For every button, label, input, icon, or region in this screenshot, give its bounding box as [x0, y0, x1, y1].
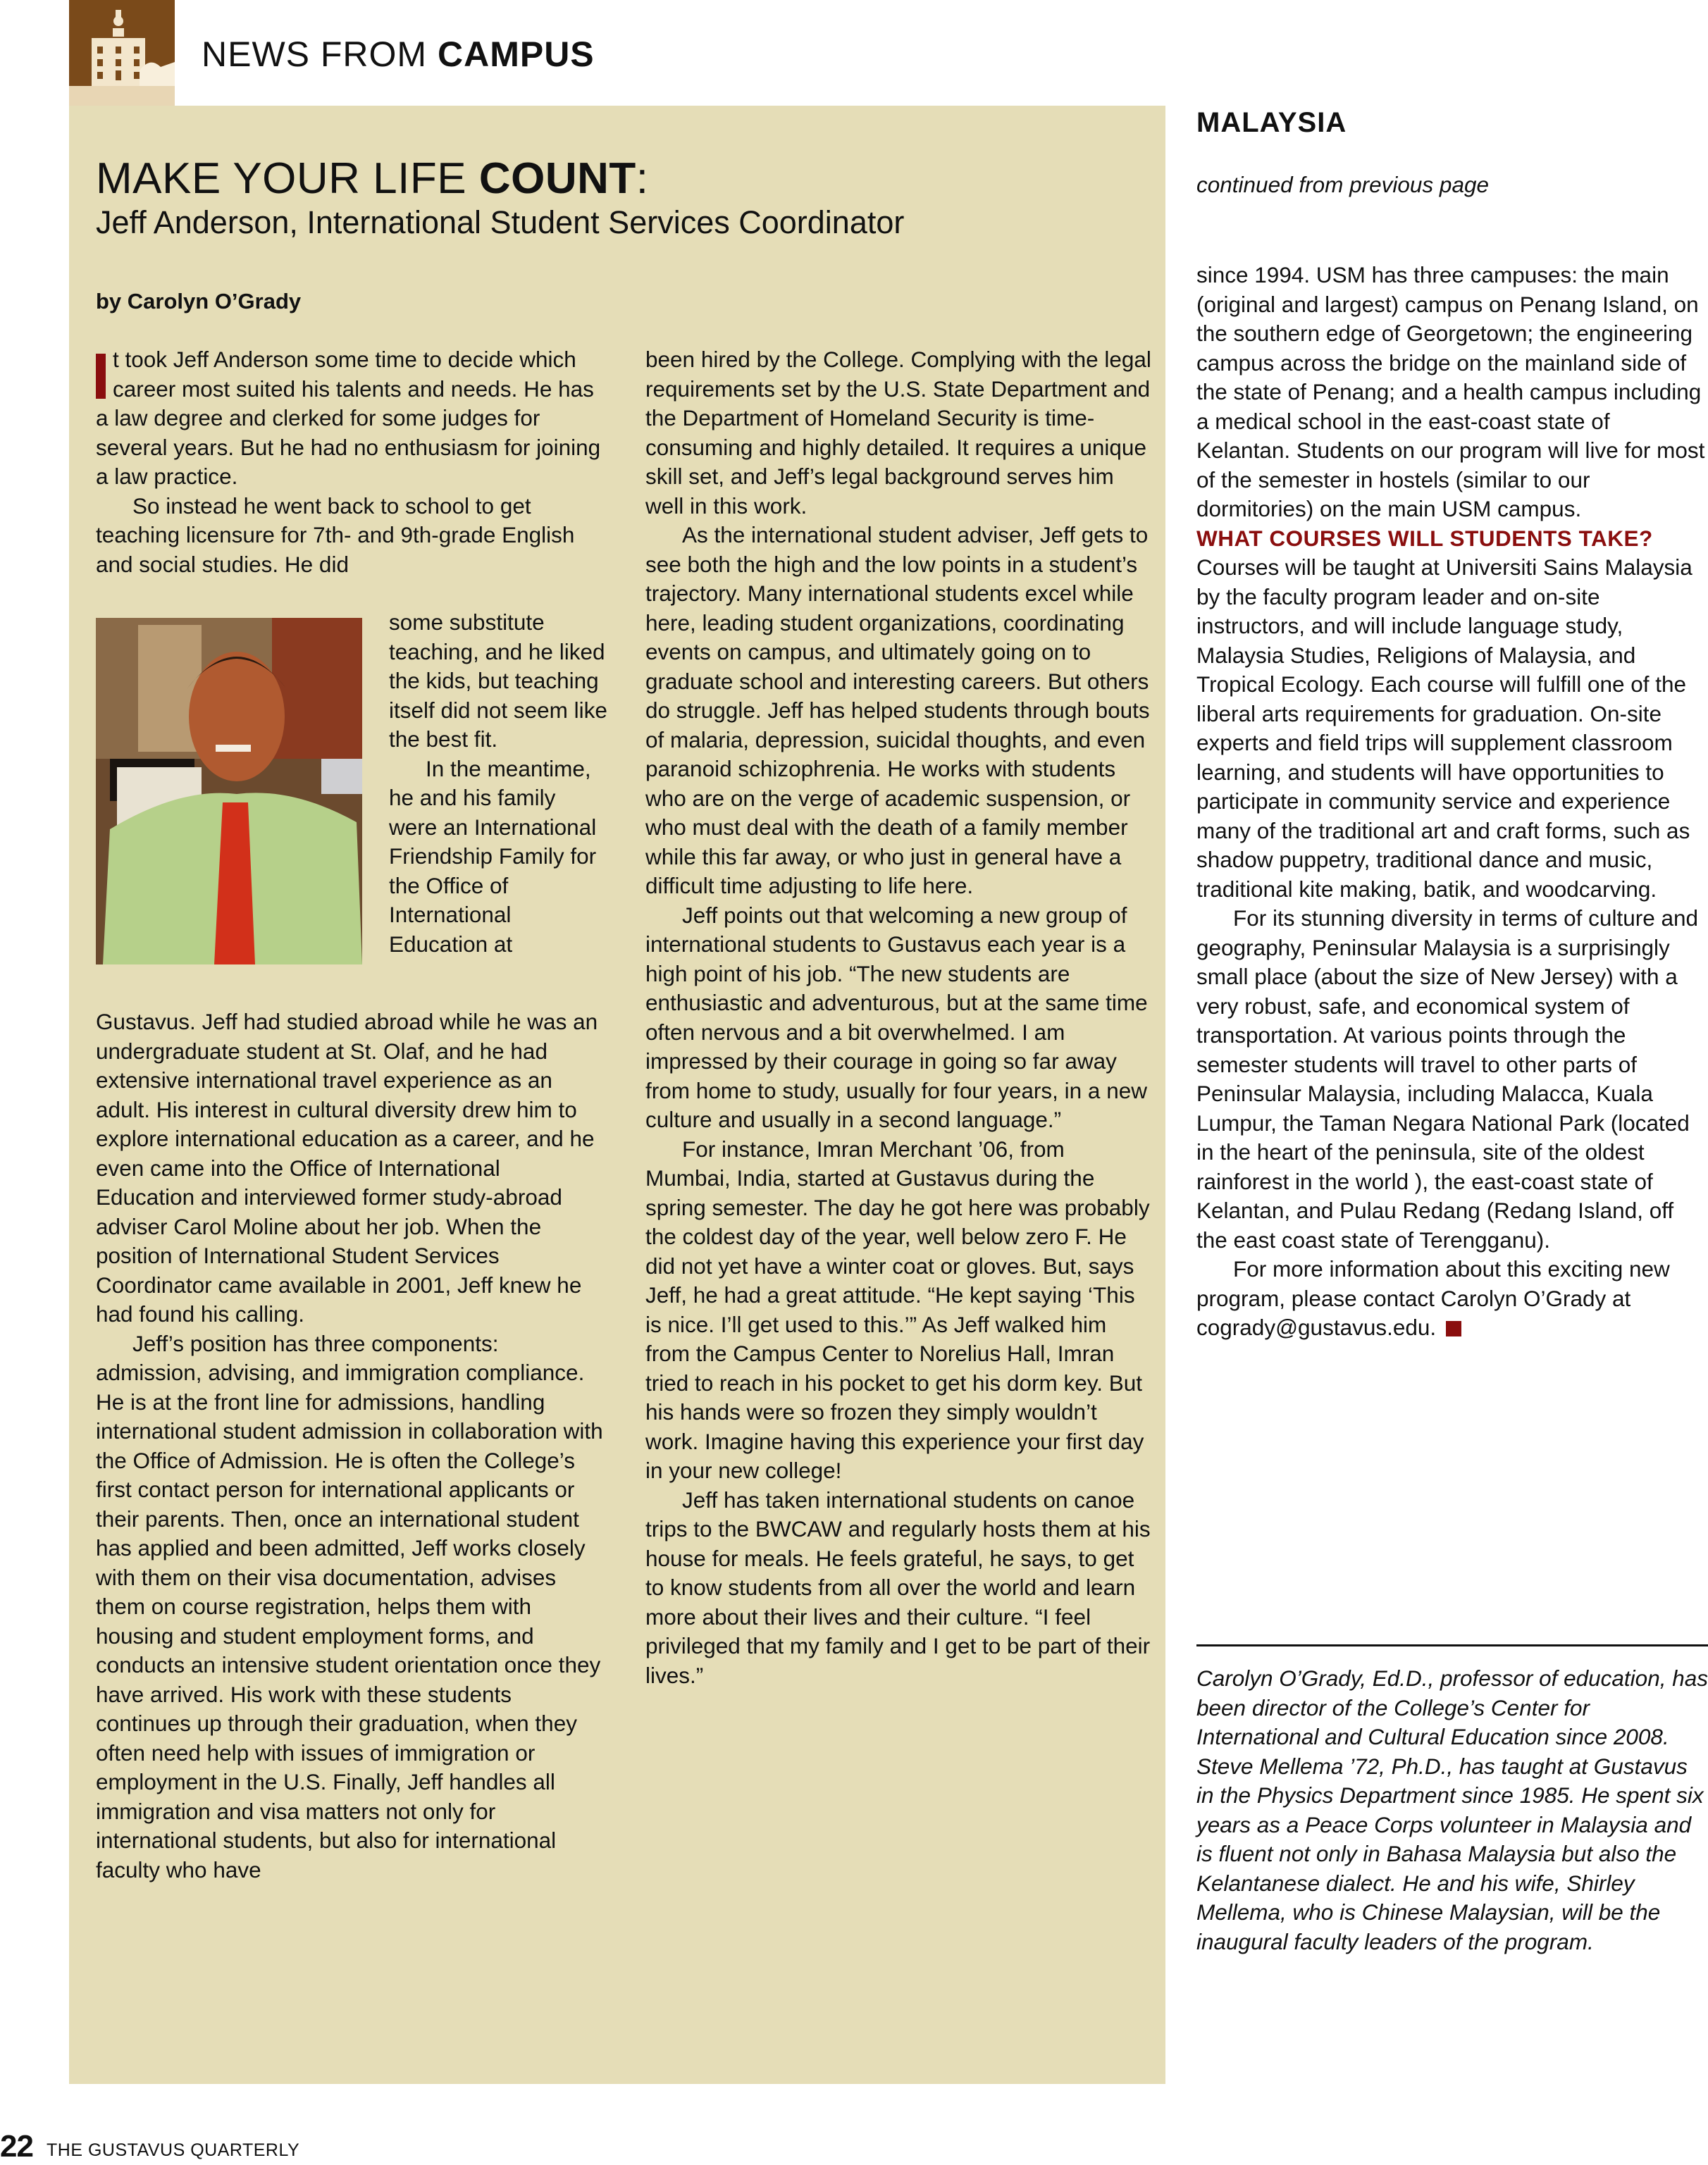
paragraph: For instance, Imran Merchant ’06, from Mumbai, India, started at Gustavus during the spring semester. The day he got here was probably the coldest day of the year, well below zero F. He did not yet have a winter coat or gloves. But, says Jeff, he had a great attitude. “He kept saying ‘This is nice. I’ll get used to this.’” As Jeff walked him from the Campus Center to Norelius Hall, Imran tried to reach in his pocket to get his dorm key. But his hands were so frozen they simply wouldn’t work. Imagine having this experience your first day in your new college!	[645, 1136, 1150, 1483]
paragraph: since 1994. USM has three campuses: the main (original and largest) campus on Penang Island, on the southern edge of Georgetown; the engineering campus across the bridge on the mainland side of the state of Penang; and a health campus including a medical school in the east-coast state of Kelantan. Students on our program will live for most of the semester in hostels (similar to our dormitories) on the main USM campus.	[1196, 262, 1705, 521]
end-of-article-square-icon	[1446, 1321, 1461, 1336]
dropcap-bar	[96, 354, 106, 399]
bio-divider	[1196, 1644, 1708, 1646]
section-label-bold: CAMPUS	[437, 35, 595, 74]
paragraph: In the meantime, he and his family were an International Friendship Family for the Office of International Education at	[389, 755, 597, 957]
paragraph	[96, 492, 603, 580]
article-column-1-lower	[96, 1007, 603, 1885]
paragraph: For its stunning diversity in terms of culture and geography, Peninsular Malaysia is a surprisingly small place (about the size of New Jersey) with a very robust, safe, and economical system of transportation. At various points through the semester students will travel to other parts of Peninsular Malaysia, including Malacca, Kuala Lumpur, the Taman Negara National Park (located in the heart of the peninsula, site of the oldest rainforest in the world ), the east-coast state of Kelantan, and Pulau Redang (Redang Island, off the east coast state of Terengganu).	[1196, 905, 1699, 1253]
paragraph: Gustavus. Jeff had studied abroad while he was an undergraduate student at St. Olaf, and he had extensive international travel experience as an adult. His interest in cultural diversity drew him to explore international education as a career, and he even came into the Office of International Education and interviewed former study-abroad adviser Carol Moline about her job. When the position of International Student Services Coordinator came available in 2001, Jeff knew he had found his calling.	[96, 1009, 598, 1327]
paragraph: As the international student adviser, Jeff gets to see both the high and the low points in a student’s trajectory. Many international students excel while here, leading student organizations, coordinating events on campus, and ultimately going on to graduate school and interesting careers. But others do struggle. Jeff has helped students through bouts of malaria, depression, suicidal thoughts, and even paranoid schizophrenia. He works with students who are on the verge of academic suspension, or who must deal with the death of a family member while this far away, or who just in general have a difficult time adjusting to life here.	[645, 522, 1150, 898]
article-column-2	[645, 345, 1153, 1690]
paragraph	[1196, 1255, 1708, 1343]
paragraph: Jeff’s position has three components: admission, advising, and immigration compliance. He is at the front line for admissions, handling international student admission in collaboration with the Office of Admission. He is often the College’s first contact person for international applicants or their parents. Then, once an international student has applied and been admitted, Jeff works closely with them on their visa documentation, advises them on course registration, helps them with housing and student employment forms, and conducts an intensive student orientation once they have arrived. His work with these students continues up through their graduation, when they often need help with issues of immigration or employment in the U.S. Finally, Jeff handles all immigration and visa matters not only for international students, but also for international faculty who have	[96, 1330, 603, 1882]
continued-note: continued from previous page	[1196, 172, 1490, 197]
paragraph-text: t took Jeff Anderson some time to decide which career most suited his talents and needs. He has a law degree and clerked for some judges for several years. But he had no enthusiasm for joining a law practice.	[96, 347, 601, 489]
article-column-1	[96, 345, 603, 579]
contact-text: For more information about this exciting new program, please contact Carolyn O’Grady at cogrady@gustavus.edu.	[1196, 1256, 1670, 1340]
title-light: MAKE YOUR LIFE	[96, 154, 479, 203]
photo-wrap-text	[389, 608, 607, 959]
title-bold: COUNT	[478, 154, 636, 203]
paragraph: been hired by the College. Complying with the legal requirements set by the U.S. State Department and the Department of Homeland Security is time-consuming and highly detailed. It requires a unique skill set, and Jeff’s legal background serves him well in this work.	[645, 347, 1151, 519]
sidebar-title: MALAYSIA	[1196, 107, 1347, 138]
paragraph-text: So instead he went back to school to get teaching licensure for 7th- and 9th-grade English and social studies. He did	[96, 492, 575, 577]
publication-name: THE GUSTAVUS QUARTERLY	[47, 2140, 300, 2160]
paragraph	[96, 345, 603, 492]
paragraph: some substitute teaching, and he liked the kids, but teaching itself did not seem like the best fit.	[389, 609, 607, 752]
author-bio: Carolyn O’Grady, Ed.D., professor of education, has been director of the College’s Center for International and Cultural Education since 2008. Steve Mellema ’72, Ph.D., has taught at Gustavus in the Physics Department since 1985. He spent six years as a Peace Corps volunteer in Malaysia and is fluent not only in Bahasa Malaysia but also the Kelantanese dialect. He and his wife, Shirley Mellema, who is Chinese Malaysian, will be the inaugural faculty leaders of the program.	[1196, 1665, 1708, 1954]
section-label-prefix: NEWS FROM	[202, 35, 438, 74]
section-label	[202, 34, 595, 75]
page-number: 22	[0, 2129, 33, 2164]
article-subtitle: Jeff Anderson, International Student Services Coordinator	[96, 204, 905, 240]
sidebar-subhead: WHAT COURSES WILL STUDENTS TAKE?	[1196, 525, 1653, 551]
paragraph: Courses will be taught at Universiti Sains Malaysia by the faculty program leader and on-site instructors, and will include language study, Malaysia Studies, Religions of Malaysia, and Tropical Ecology. Each course will fulfill one of the liberal arts requirements for graduation. On-site experts and field trips will supplement classroom learning, and students will have opportunities to participate in community service and experience many of the traditional art and craft forms, such as shadow puppetry, traditional dance and music, traditional kite making, batik, and woodcarving.	[1196, 554, 1692, 902]
paragraph: Jeff has taken international students on canoe trips to the BWCAW and regularly hosts them at his house for meals. He feels grateful, he says, to get to know students from all over the world and learn more about their lives and their culture. “I feel privileged that my family and I get to be part of their lives.”	[645, 1487, 1151, 1688]
paragraph: Jeff points out that welcoming a new group of international students to Gustavus each year is a high point of his job. “The new students are enthusiastic and adventurous, but at the same time often nervous and a bit overwhelmed. I am impressed by their courage in going so far away from home to study, usually for four years, in a new culture and usually in a second language.”	[645, 902, 1148, 1132]
article-byline: by Carolyn O’Grady	[96, 289, 302, 314]
article-title	[96, 154, 648, 204]
campus-building-icon	[69, 0, 175, 106]
portrait-photo	[96, 618, 362, 964]
sidebar-column	[1196, 261, 1708, 1343]
title-colon: :	[636, 154, 649, 203]
